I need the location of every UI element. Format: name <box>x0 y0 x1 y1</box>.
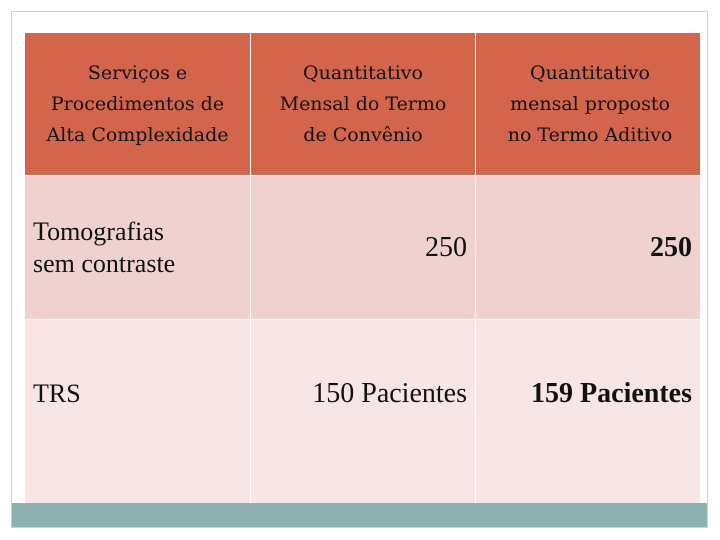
header-convenio-line-3: de Convênio <box>303 123 423 146</box>
header-quantitativo-aditivo <box>476 33 701 176</box>
header-aditivo-line-2: mensal proposto <box>510 92 670 115</box>
cell-aditivo: 159 Pacientes <box>476 320 701 521</box>
header-servicos <box>25 33 251 176</box>
header-servicos-line-1: Serviços e <box>87 61 188 84</box>
cell-service-line-1: Tomografias <box>33 216 165 246</box>
table-row <box>25 176 701 320</box>
cell-service-line-2: sem contraste <box>33 248 176 278</box>
cell-service-line-1: TRS <box>33 379 81 408</box>
cell-convenio: 250 <box>251 176 476 320</box>
header-aditivo-line-1: Quantitativo <box>530 61 650 84</box>
header-servicos-line-2: Procedimentos de <box>50 92 225 115</box>
header-quantitativo-convenio <box>251 33 476 176</box>
header-row <box>25 33 701 176</box>
footer-bar <box>12 503 707 527</box>
cell-service <box>25 176 251 320</box>
header-aditivo-line-3: no Termo Aditivo <box>507 123 673 146</box>
cell-convenio: 150 Pacientes <box>251 320 476 521</box>
header-servicos-line-3: Alta Complexidade <box>46 123 229 146</box>
data-table <box>24 32 701 521</box>
table-row <box>25 320 701 521</box>
cell-service <box>25 320 251 521</box>
cell-aditivo: 250 <box>476 176 701 320</box>
header-convenio-line-2: Mensal do Termo <box>279 92 447 115</box>
header-convenio-line-1: Quantitativo <box>303 61 423 84</box>
